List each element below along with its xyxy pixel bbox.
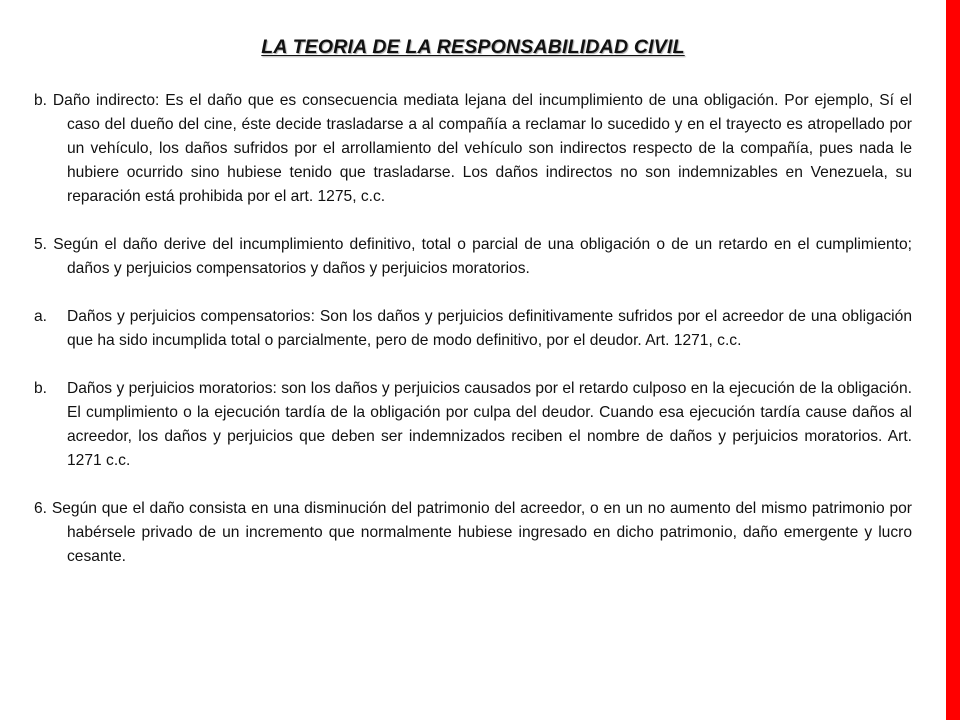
paragraph-text: Daño indirecto: Es el daño que es consecuencia mediata lejana del incumplimiento de una obligación. Por ejemplo, Sí el caso del dueño del cine, éste decide trasladarse a al compañía a reclamar lo sucedido y en el trayecto es atropellado por un vehículo, los daños sufridos por el arrollamiento del vehículo son indirectos respecto de la compañía, pues nada le hubiere ocurrido sino hubiese tenido que trasladarse. Los daños indirectos no son indemnizables en Venezuela, su reparación está prohibida por el art. 1275, c.c. [52,92,913,205]
paragraph-moratory [34,377,912,473]
accent-bar [946,0,960,720]
paragraph-classification-5 [34,233,912,281]
paragraph-classification-6 [34,497,912,569]
paragraph-compensatory [34,305,912,353]
paragraph-text: Daños y perjuicios moratorios: son los daños y perjuicios causados por el retardo culposo en la ejecución de la obligación. El cumplimiento o la ejecución tardía de la obligación por culpa del deudor. Cuando esa ejecución tardía cause daños al acreedor, los daños y perjuicios que deben ser indemnizados reciben el nombre de daños y perjuicios moratorios. Art. 1271 c.c. [67,380,912,469]
paragraph-indirect-damage [34,89,912,209]
paragraph-marker: b. [34,92,48,109]
paragraph-marker: b. [34,380,48,397]
slide-body [34,89,912,593]
paragraph-marker: 5. [34,236,48,253]
paragraph-marker: 6. [34,500,48,517]
paragraph-text: Según el daño derive del incumplimiento definitivo, total o parcial de una obligación o de un retardo en el cumplimiento; daños y perjuicios compensatorios y daños y perjuicios moratorios. [53,236,913,277]
paragraph-marker: a. [34,308,48,325]
paragraph-text: Según que el daño consista en una disminución del patrimonio del acreedor, o en un no aumento del mismo patrimonio por habérsele privado de un incremento que normalmente hubiese ingresado en dicho patrimonio, daño emergente y lucro cesante. [51,500,912,565]
paragraph-text: Daños y perjuicios compensatorios: Son los daños y perjuicios definitivamente sufridos por el acreedor de una obligación que ha sido incumplida total o parcialmente, pero de modo definitivo, por el deudor. Art. 1271, c.c. [67,308,912,349]
slide-title: LA TEORIA DE LA RESPONSABILIDAD CIVIL [261,36,685,58]
